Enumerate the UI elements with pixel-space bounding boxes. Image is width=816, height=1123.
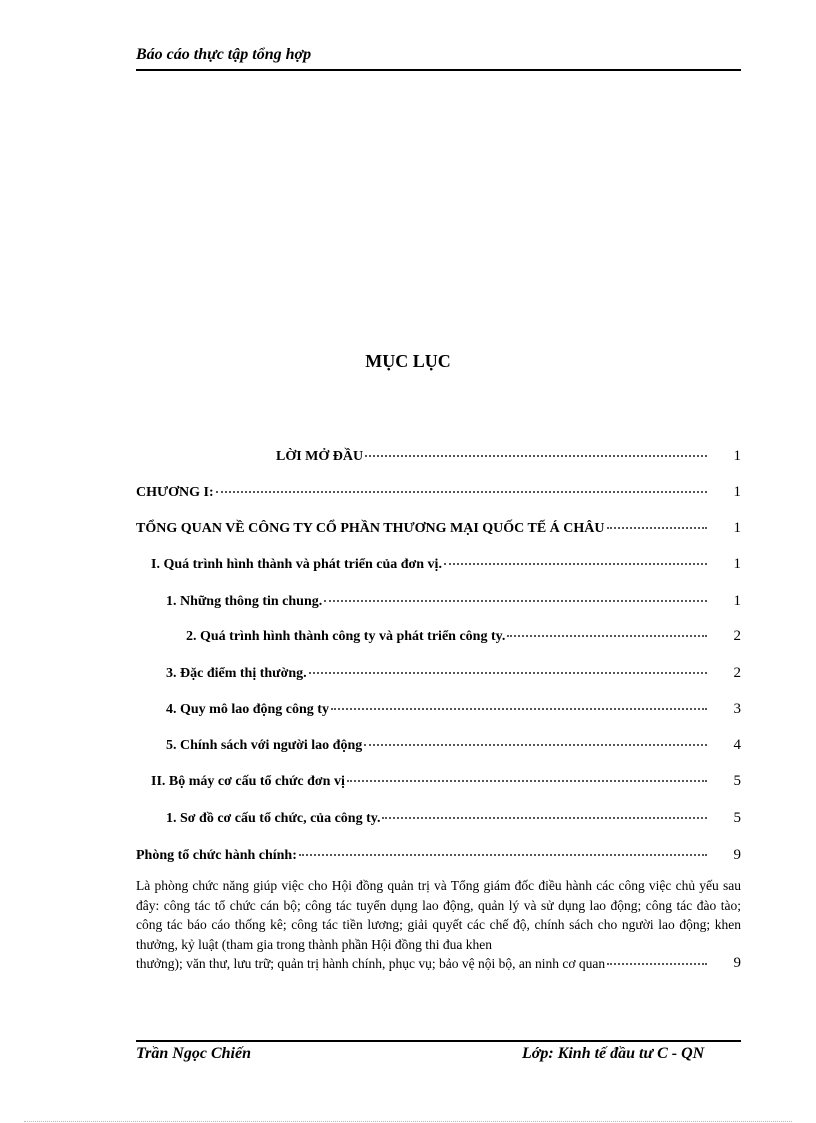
toc-entry-1-4[interactable] [166, 696, 741, 718]
toc-page-number: 1 [733, 448, 741, 464]
toc-leader-dots [507, 635, 707, 637]
toc-leader-dots [324, 600, 707, 602]
toc-leader-dots [382, 817, 707, 819]
header-divider [136, 69, 741, 71]
toc-paragraph-last-text: thưởng); văn thư, lưu trữ; quản trị hành chính, phục vụ; bảo vệ nội bộ, an ninh cơ quan [136, 956, 606, 971]
toc-paragraph-last-line [136, 954, 741, 974]
toc-leader-dots [444, 563, 707, 565]
toc-leader-dots [607, 527, 707, 529]
toc-entry-text: 3. Đặc điểm thị thường. [166, 666, 307, 681]
toc-leader-dots [216, 491, 707, 493]
toc-entry-section-2[interactable] [151, 768, 741, 790]
toc-entry-paragraph[interactable] [136, 876, 741, 974]
footer-divider [136, 1040, 741, 1042]
toc-entry-text: 1. Những thông tin chung. [166, 594, 323, 609]
toc-page-number: 1 [733, 484, 741, 500]
toc-page-number: 4 [733, 737, 741, 753]
toc-entry-1-1[interactable] [166, 588, 741, 610]
toc-entry-2-1[interactable] [166, 805, 741, 827]
toc-entry-text: 4. Quy mô lao động công ty [166, 702, 329, 717]
toc-leader-dots [364, 744, 707, 746]
toc-entry-1-5[interactable] [166, 732, 741, 754]
toc-entry-1-3[interactable] [166, 660, 741, 682]
toc-page-number: 9 [733, 955, 741, 971]
toc-entry-loi-mo-dau[interactable] [276, 443, 741, 465]
toc-leader-dots [299, 854, 707, 856]
toc-entry-text: Phòng tổ chức hành chính: [136, 848, 297, 863]
toc-entry-text: LỜI MỞ ĐẦU [276, 449, 364, 464]
toc-leader-dots [331, 708, 707, 710]
toc-entry-text: 5. Chính sách với người lao động [166, 738, 363, 753]
toc-page-number: 2 [733, 628, 741, 644]
toc-page-number: 2 [733, 665, 741, 681]
toc-page-number: 1 [733, 593, 741, 609]
toc-leader-dots [607, 963, 707, 965]
toc-entry-tong-quan[interactable] [136, 515, 741, 537]
toc-page-number: 3 [733, 701, 741, 717]
toc-leader-dots [365, 455, 707, 457]
toc-page-number: 9 [733, 847, 741, 863]
footer-class: Lớp: Kinh tế đầu tư C - QN [522, 1045, 705, 1062]
footer-author: Trần Ngọc Chiến [136, 1045, 251, 1062]
toc-page-number: 1 [733, 520, 741, 536]
toc-leader-dots [347, 780, 707, 782]
toc-leader-dots [309, 672, 707, 674]
toc-entry-1-2[interactable] [186, 623, 741, 645]
toc-page-number: 5 [733, 773, 741, 789]
toc-entry-text: TỔNG QUAN VỀ CÔNG TY CỔ PHẦN THƯƠNG MẠI QUỐC TẾ Á CHÂU [136, 521, 605, 536]
header-title: Báo cáo thực tập tổng hợp [136, 46, 312, 63]
toc-paragraph-text: Là phòng chức năng giúp việc cho Hội đồng quản trị và Tổng giám đốc điều hành các công việc chủ yếu sau đây: công tác tổ chức cán bộ; công tác tuyển dụng lao động, quản lý và sử dụng lao động; công tác đào tào; công tác báo cáo thống kê; công tác tiền lương; giải quyết các chế độ, chính sách cho người lao động; khen thưởng, kỷ luật (tham gia trong thành phần Hội đồng thi đua khen [136, 878, 741, 952]
toc-entry-text: 2. Quá trình hình thành công ty và phát triển công ty. [186, 629, 506, 644]
toc-entry-phong-to-chuc[interactable] [136, 842, 741, 864]
toc-entry-chuong-1[interactable] [136, 479, 741, 501]
page-bottom-border [24, 1121, 792, 1122]
toc-entry-text: I. Quá trình hình thành và phát triển của đơn vị. [151, 557, 442, 572]
toc-entry-text: 1. Sơ đồ cơ cấu tổ chức, của công ty. [166, 811, 381, 826]
toc-entry-text: CHƯƠNG I: [136, 485, 214, 500]
page-title: MỤC LỤC [365, 351, 451, 371]
toc-page-number: 5 [733, 810, 741, 826]
toc-entry-text: II. Bộ máy cơ cấu tổ chức đơn vị [151, 774, 345, 789]
toc-entry-section-1[interactable] [151, 551, 741, 573]
toc-page-number: 1 [733, 556, 741, 572]
